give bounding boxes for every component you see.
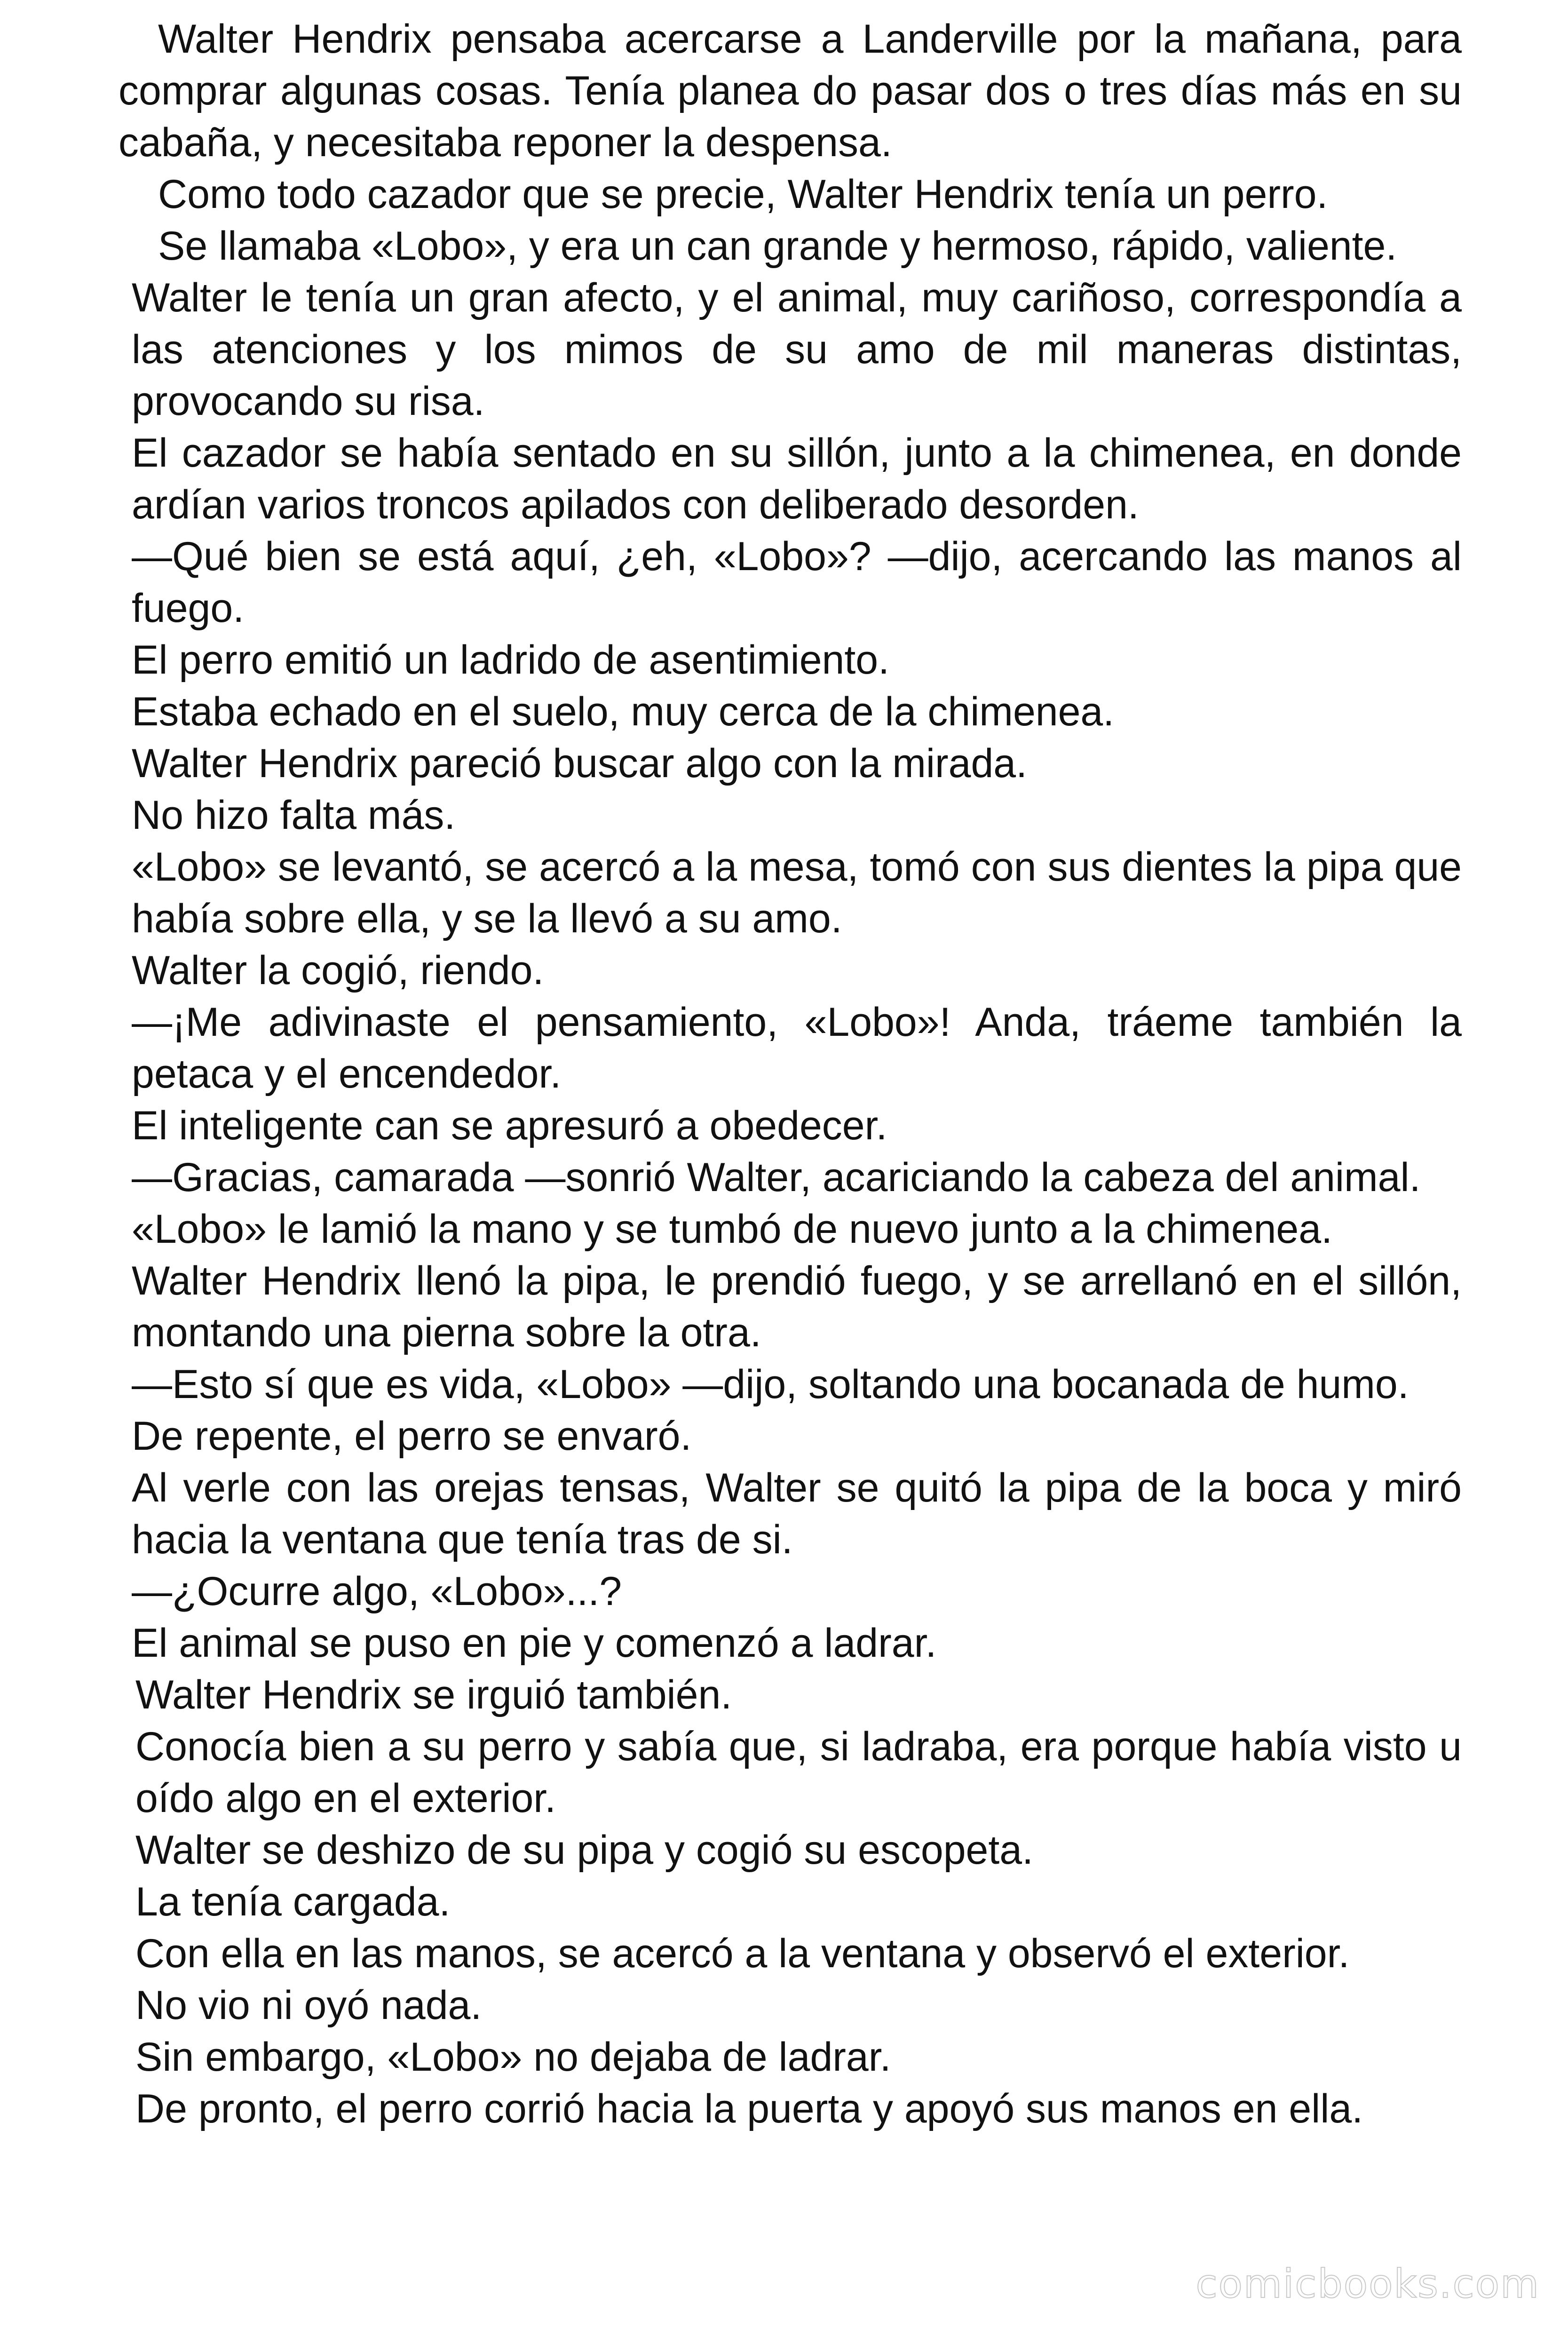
paragraph: El inteligente can se apresuró a obedecer. bbox=[132, 1103, 887, 1148]
paragraph: Al verle con las orejas tensas, Walter se quitó la pipa de la boca y miró hacia la ventana que tenía tras de si. bbox=[132, 1465, 1462, 1562]
paragraph: «Lobo» se levantó, se acercó a la mesa, tomó con sus dientes la pipa que había sobre ella, y se la llevó a su amo. bbox=[132, 844, 1462, 941]
paragraph: De repente, el perro se envaró. bbox=[132, 1414, 692, 1459]
text-column bbox=[119, 13, 1462, 2135]
paragraph: —¿Ocurre algo, «Lobo»...? bbox=[132, 1569, 622, 1614]
paragraph: No vio ni oyó nada. bbox=[135, 1983, 482, 2028]
paragraph: Con ella en las manos, se acercó a la ventana y observó el exterior. bbox=[135, 1931, 1350, 1976]
paragraph: Walter le tenía un gran afecto, y el animal, muy cariñoso, correspondía a las atenciones y los mimos de su amo de mil maneras distintas, provocando su risa. bbox=[132, 275, 1462, 424]
paragraph: Walter la cogió, riendo. bbox=[132, 948, 544, 993]
paragraph: Conocía bien a su perro y sabía que, si ladraba, era porque había visto u oído algo en el exterior. bbox=[135, 1724, 1462, 1821]
watermark: comicbooks.com bbox=[1196, 2261, 1540, 2307]
paragraph: —Esto sí que es vida, «Lobo» —dijo, soltando una bocanada de humo. bbox=[132, 1362, 1409, 1407]
paragraph: —¡Me adivinaste el pensamiento, «Lobo»! Anda, tráeme también la petaca y el encendedor. bbox=[132, 1000, 1462, 1097]
paragraph: El perro emitió un ladrido de asentimiento. bbox=[132, 637, 889, 683]
paragraph: Walter Hendrix llenó la pipa, le prendió fuego, y se arrellanó en el sillón, montando una pierna sobre la otra. bbox=[132, 1258, 1462, 1355]
paragraph: Walter se deshizo de su pipa y cogió su escopeta. bbox=[135, 1828, 1034, 1873]
paragraph: La tenía cargada. bbox=[135, 1879, 451, 1924]
paragraph: Estaba echado en el suelo, muy cerca de la chimenea. bbox=[132, 689, 1115, 734]
paragraph: El cazador se había sentado en su sillón, junto a la chimenea, en donde ardían varios troncos apilados con deliberado desorden. bbox=[132, 430, 1462, 527]
paragraph: No hizo falta más. bbox=[132, 793, 456, 838]
paragraph: De pronto, el perro corrió hacia la puerta y apoyó sus manos en ella. bbox=[135, 2086, 1363, 2131]
paragraph: Walter Hendrix pareció buscar algo con la mirada. bbox=[132, 741, 1028, 786]
paragraph: Como todo cazador que se precie, Walter Hendrix tenía un perro. bbox=[158, 172, 1328, 217]
paragraph: —Gracias, camarada —sonrió Walter, acariciando la cabeza del animal. bbox=[132, 1155, 1421, 1200]
paragraph: —Qué bien se está aquí, ¿eh, «Lobo»? —dijo, acercando las manos al fuego. bbox=[132, 534, 1462, 631]
paragraph: «Lobo» le lamió la mano y se tumbó de nuevo junto a la chimenea. bbox=[132, 1207, 1332, 1252]
paragraph: Walter Hendrix se irguió también. bbox=[135, 1672, 732, 1717]
paragraph: Walter Hendrix pensaba acercarse a Landerville por la mañana, para comprar algunas cosas. Tenía planea do pasar dos o tres días más en su cabaña, y necesitaba reponer la despensa. bbox=[119, 16, 1462, 165]
paragraph: Se llamaba «Lobo», y era un can grande y hermoso, rápido, valiente. bbox=[158, 223, 1397, 269]
paragraph: El animal se puso en pie y comenzó a ladrar. bbox=[132, 1621, 937, 1666]
paragraph: Sin embargo, «Lobo» no dejaba de ladrar. bbox=[135, 2034, 891, 2080]
